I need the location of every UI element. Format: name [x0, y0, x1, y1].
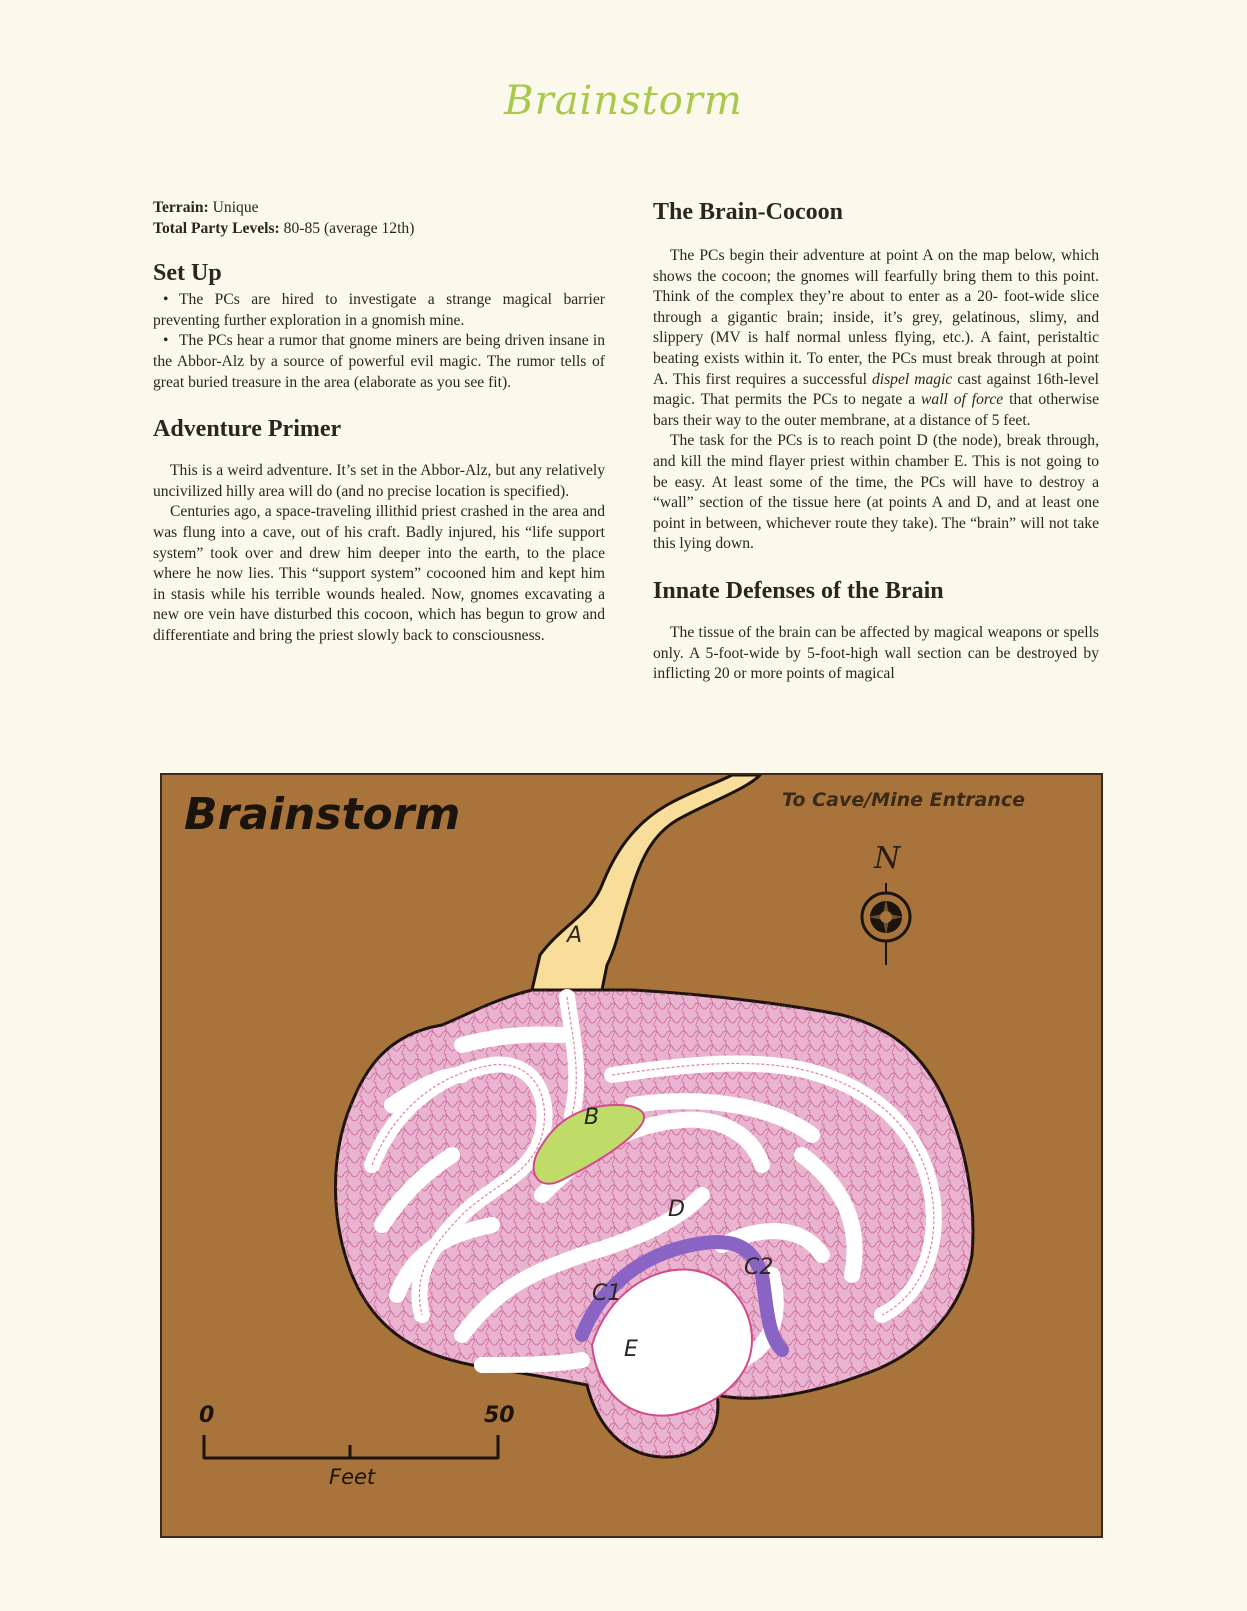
bullet-icon: • — [163, 332, 169, 350]
party-levels-value: 80-85 (average 12th) — [279, 219, 415, 237]
terrain-label: Terrain: — [153, 199, 209, 216]
setup-bullet — [153, 290, 605, 331]
point-a-label: A — [567, 923, 583, 948]
point-b-label: B — [584, 1105, 600, 1130]
right-column — [653, 198, 1099, 685]
cocoon-text: cast against 16th-level magic. That permits the PCs to negate a — [653, 370, 1100, 409]
map-entrance-label: To Cave/Mine Entrance — [782, 789, 1026, 811]
point-d-label: D — [668, 1197, 685, 1222]
point-e-label: E — [624, 1337, 638, 1362]
compass-north-label: N — [874, 841, 901, 876]
point-c1-label: C1 — [592, 1281, 622, 1306]
setup-bullet-text: The PCs are hired to investigate a strange magical barrier preventing further exploration in a gnomish mine. — [153, 291, 605, 329]
scale-zero-label: 0 — [199, 1403, 215, 1428]
innate-heading: Innate Defenses of the Brain — [653, 577, 944, 604]
compass-rose-icon — [856, 881, 916, 967]
terrain-line — [153, 198, 605, 219]
terrain-value: Unique — [208, 199, 259, 216]
party-levels-line — [153, 219, 605, 240]
left-column — [153, 198, 605, 647]
spell-name: wall of force — [921, 391, 1004, 409]
spell-name: dispel magic — [871, 370, 953, 388]
primer-paragraph: This is a weird adventure. It’s set in the Abbor-Alz, but any relatively uncivilized hilly area will do (and no precise location is specified). — [153, 462, 605, 500]
setup-bullet — [153, 331, 605, 393]
brainstorm-map — [160, 773, 1103, 1538]
cocoon-paragraph: The task for the PCs is to reach point D (the node), break through, and kill the mind flayer priest within chamber E. This is not going to be easy. At least some of the time, the PCs will have to destroy a “wall” section of the tissue here (at points A and D, and at least one point in between, whichever route they take). The “brain” will not take this lying down. — [653, 432, 1099, 553]
bullet-icon: • — [163, 291, 169, 309]
party-levels-label: Total Party Levels: — [153, 219, 280, 237]
setup-heading: Set Up — [153, 260, 222, 287]
setup-bullet-text: The PCs hear a rumor that gnome miners are being driven insane in the Abbor-Alz by a source of powerful evil magic. The rumor tells of great buried treasure in the area (elaborate as you see fit). — [153, 332, 605, 391]
cocoon-text: that otherwise bars their way to the outer membrane, at a distance of 5 feet. — [653, 391, 1099, 429]
cocoon-heading: The Brain-Cocoon — [653, 199, 844, 225]
innate-paragraph: The tissue of the brain can be affected by magical weapons or spells only. A 5-foot-wide by 5-foot-high wall section can be destroyed by inflicting 20 or more points of magical — [653, 623, 1099, 683]
scale-unit-label: Feet — [329, 1465, 376, 1489]
map-artwork — [162, 775, 1101, 1536]
primer-heading: Adventure Primer — [153, 416, 342, 443]
page-title: Brainstorm — [504, 78, 743, 124]
cocoon-text: The PCs begin their adventure at point A on the map below, which shows the cocoon; the gnomes will fearfully bring them to this point. Think of the complex they’re about to enter as a 20- foot-wide slice through a gigantic brain; inside, it’s grey, gelatinous, slimy, and slippery (MV is half normal unless flying, etc.). A faint, peristaltic beating exists within it. To enter, the PCs must break through at point A. This first requires a successful — [653, 247, 1099, 388]
scale-fifty-label: 50 — [484, 1403, 515, 1428]
point-c2-label: C2 — [744, 1255, 774, 1280]
scale-bar — [202, 1433, 502, 1461]
cocoon-paragraph — [653, 246, 1099, 431]
map-title: Brainstorm — [184, 789, 461, 840]
primer-paragraph: Centuries ago, a space-traveling illithid priest crashed in the area and was flung into a cave, out of his craft. Badly injured, his “life support system” took over and drew him deeper into the earth, to the place where he now lies. This “support system” cocooned him and kept him in stasis while his terrible wounds healed. Now, gnomes excavating a new ore vein have disturbed this cocoon, which has begun to grow and differentiate and bring the priest slowly back to consciousness. — [153, 503, 605, 644]
